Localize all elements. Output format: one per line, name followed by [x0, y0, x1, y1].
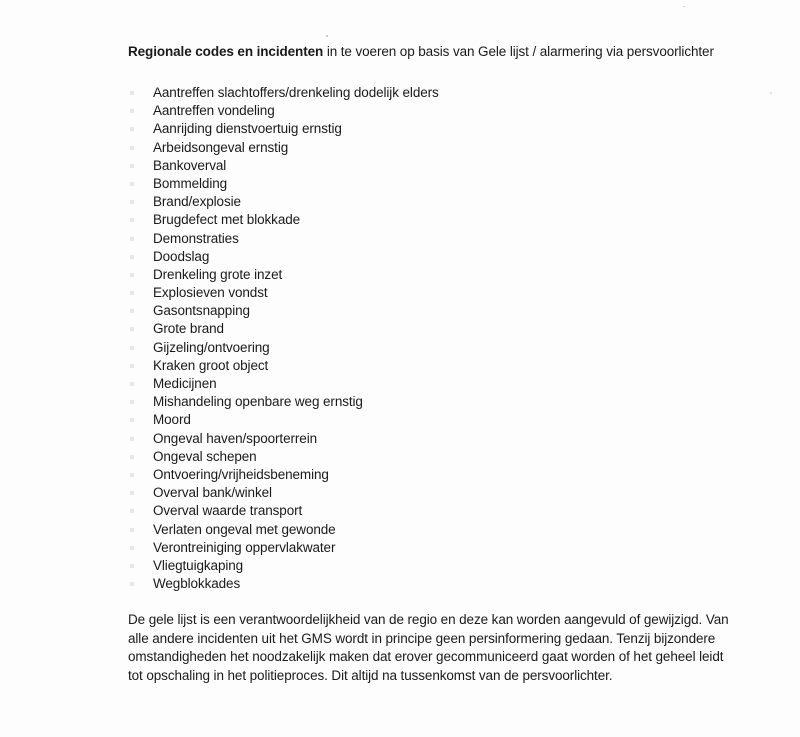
scan-speck	[326, 35, 328, 37]
list-item	[130, 575, 439, 593]
list-item-label: Moord	[153, 412, 191, 428]
bullet-icon	[130, 528, 134, 532]
list-item-label: Mishandeling openbare weg ernstig	[153, 394, 363, 410]
bullet-icon	[130, 473, 134, 477]
bullet-icon	[130, 582, 134, 586]
list-item	[130, 521, 439, 539]
bullet-icon	[130, 400, 134, 404]
list-item-label: Vliegtuigkaping	[153, 557, 244, 573]
scan-speck	[770, 92, 772, 94]
bullet-icon	[130, 418, 134, 422]
list-item-label: Verontreiniging oppervlakwater	[153, 539, 336, 555]
list-item-label: Bankoverval	[153, 157, 227, 173]
bullet-icon	[130, 200, 134, 204]
list-item-label: Verlaten ongeval met gewonde	[153, 521, 336, 537]
bullet-icon	[130, 346, 134, 350]
scan-speck	[683, 6, 686, 7]
list-item-label: Ongeval haven/spoorterrein	[153, 430, 318, 446]
list-item-label: Grote brand	[153, 321, 224, 337]
list-item-label: Drenkeling grote inzet	[153, 266, 283, 282]
list-item	[130, 557, 439, 575]
list-item-label: Gijzeling/ontvoering	[153, 339, 270, 355]
list-item-label: Ongeval schepen	[153, 448, 257, 464]
bullet-icon	[130, 291, 134, 295]
list-item	[130, 248, 439, 266]
bullet-icon	[130, 309, 134, 313]
bullet-icon	[130, 364, 134, 368]
list-item	[130, 357, 439, 375]
list-item	[130, 339, 439, 357]
bullet-icon	[130, 127, 134, 131]
bullet-icon	[130, 564, 134, 568]
bullet-icon	[130, 327, 134, 331]
list-item	[130, 411, 439, 429]
list-item-label: Aanrijding dienstvoertuig ernstig	[153, 121, 342, 137]
list-item-label: Gasontsnapping	[153, 303, 250, 319]
list-item	[130, 393, 439, 411]
bullet-icon	[130, 455, 134, 459]
list-item	[130, 175, 439, 193]
list-item	[130, 284, 439, 302]
list-item-label: Explosieven vondst	[153, 285, 268, 301]
list-item	[130, 120, 439, 138]
bullet-icon	[130, 273, 134, 277]
list-item	[130, 157, 439, 175]
list-item	[130, 430, 439, 448]
bullet-icon	[130, 109, 134, 113]
list-item	[130, 139, 439, 157]
list-item	[130, 484, 439, 502]
list-item	[130, 84, 439, 102]
list-item	[130, 102, 439, 120]
incident-list	[130, 84, 439, 593]
list-item-label: Overval waarde transport	[153, 503, 303, 519]
list-item	[130, 539, 439, 557]
list-item-label: Kraken groot object	[153, 357, 269, 373]
bullet-icon	[130, 491, 134, 495]
list-item-label: Overval bank/winkel	[153, 485, 272, 501]
list-item-label: Demonstraties	[153, 230, 239, 246]
list-item-label: Arbeidsongeval ernstig	[153, 139, 289, 155]
list-item	[130, 193, 439, 211]
bullet-icon	[130, 382, 134, 386]
list-item	[130, 466, 439, 484]
bullet-icon	[130, 164, 134, 168]
bullet-icon	[130, 218, 134, 222]
list-item-label: Ontvoering/vrijheidsbeneming	[153, 466, 329, 482]
bullet-icon	[130, 509, 134, 513]
list-item-label: Bommelding	[153, 175, 228, 191]
bullet-icon	[130, 182, 134, 186]
heading-rest: in te voeren op basis van Gele lijst / alarmering via persvoorlichter	[326, 44, 714, 59]
bullet-icon	[130, 546, 134, 550]
list-item-label: Aantreffen vondeling	[153, 103, 275, 119]
list-item-label: Aantreffen slachtoffers/drenkeling dodelijk elders	[153, 85, 439, 100]
list-item	[130, 502, 439, 520]
bullet-icon	[130, 237, 134, 241]
list-item-label: Wegblokkades	[153, 576, 241, 592]
bullet-icon	[130, 255, 134, 259]
list-item	[130, 302, 439, 320]
bullet-icon	[130, 437, 134, 441]
heading-bold: Regionale codes en incidenten	[128, 44, 324, 59]
document-heading	[128, 44, 714, 59]
list-item	[130, 230, 439, 248]
closing-paragraph: De gele lijst is een verantwoordelijkheid van de regio en deze kan worden aangevuld of gewijzigd. Van alle andere incidenten uit het GMS wordt in principe geen persinformering gedaan. Tenzij bijzondere omstandigheden het noodzakelijk maken dat erover gecommuniceerd gaat worden of het geheel leidt tot opschaling in het politieproces. Dit altijd na tussenkomst van de persvoorlichter.	[128, 612, 729, 683]
list-item-label: Brugdefect met blokkade	[153, 212, 301, 228]
list-item	[130, 211, 439, 229]
list-item-label: Brand/explosie	[153, 194, 241, 210]
list-item	[130, 266, 439, 284]
list-item	[130, 448, 439, 466]
list-item-label: Medicijnen	[153, 376, 217, 391]
bullet-icon	[130, 146, 134, 150]
bullet-icon	[130, 91, 134, 95]
list-item	[130, 320, 439, 338]
list-item	[130, 375, 439, 393]
list-item-label: Doodslag	[153, 248, 210, 264]
